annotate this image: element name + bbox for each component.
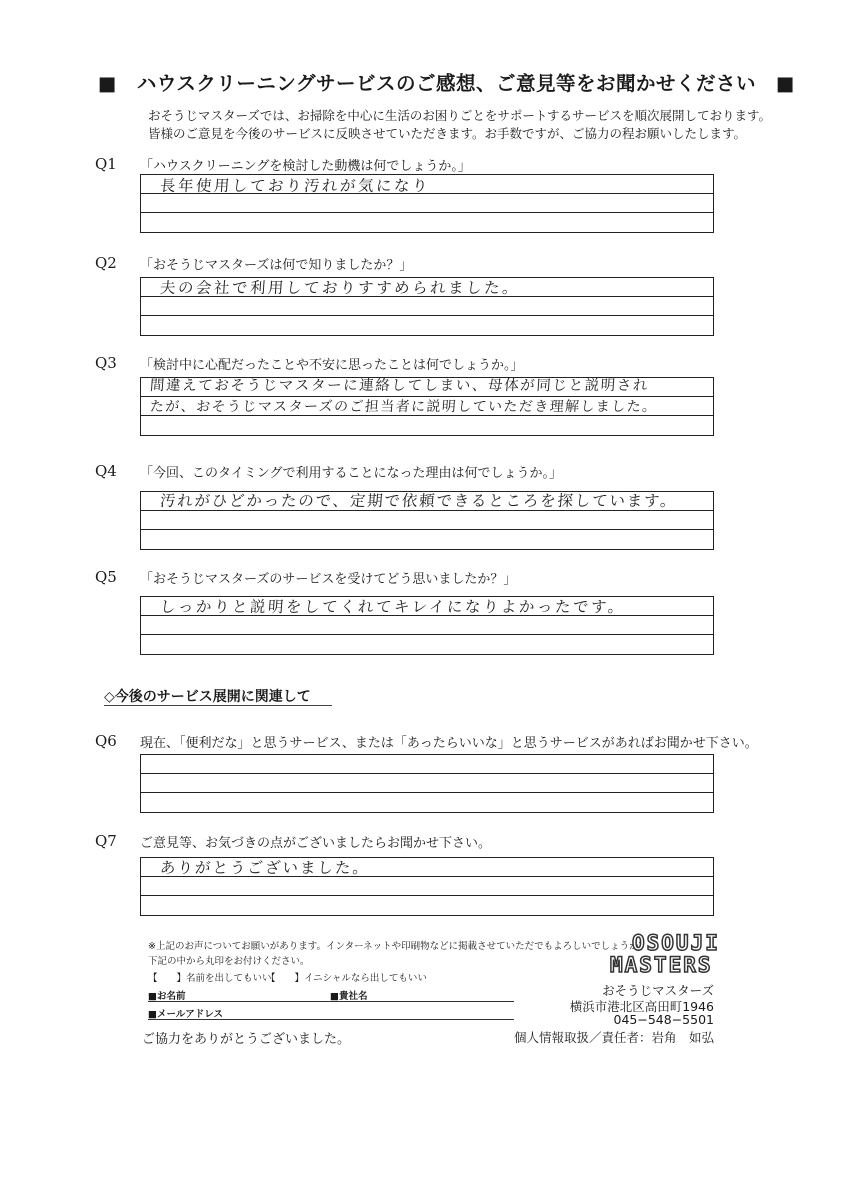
intro-text-1: おそうじマスターズでは、お掃除を中心に生活のお困りごとをサポートするサービスを順次展開しております。 xyxy=(148,108,772,123)
q1-answer-line-1: 長年使用しており汚れが気になり xyxy=(159,177,431,195)
q7-text: ご意見等、お気づきの点がございましたらお聞かせ下さい。 xyxy=(140,836,492,851)
name-label: ■お名前 xyxy=(148,991,186,1002)
q4-text: 「今回、このタイミングで利用することになった理由は何でしょうか。」 xyxy=(140,466,562,481)
logo-line-2: MASTERS xyxy=(610,953,713,977)
section-underline xyxy=(104,705,332,706)
consent-option-initial[interactable]: 【 】イニシャルなら出してもいい xyxy=(266,973,427,984)
q5-number: Q5 xyxy=(95,568,117,586)
q3-text: 「検討中に心配だったことや不安に思ったことは何でしょうか。」 xyxy=(140,358,524,373)
name-company-field[interactable] xyxy=(148,1001,514,1002)
intro-text-2: 皆様のご意見を今後のサービスに反映させていただきます。お手数ですが、ご協力の程お願いしたします。 xyxy=(148,126,747,141)
logo-line-1: OSOUJI xyxy=(632,931,720,955)
q1-number: Q1 xyxy=(95,155,117,173)
section-title: ◇今後のサービス展開に関連して xyxy=(104,689,311,705)
email-field[interactable] xyxy=(148,1019,514,1020)
company-name: おそうじマスターズ xyxy=(602,983,714,998)
q2-answer-line-1: 夫の会社で利用しておりすすめられました。 xyxy=(159,279,521,297)
q5-answer-line-1: しっかりと説明をしてくれてキレイになりよかったです。 xyxy=(159,598,627,616)
q7-number: Q7 xyxy=(95,832,117,850)
consent-note-1: ※上記のお声についてお願いがあります。インターネットや印刷物などに掲載させていただでもよろしいでしょうか？ xyxy=(148,941,649,952)
q2-number: Q2 xyxy=(95,254,117,272)
email-label: ■メールアドレス xyxy=(148,1009,224,1020)
consent-note-2: 下記の中から丸印をお付けください。 xyxy=(148,956,310,967)
privacy-officer: 個人情報取扱／責任者：岩角 如弘 xyxy=(513,1030,714,1045)
q4-answer-line-1: 汚れがひどかったので、定期で依頼できるところを探しています。 xyxy=(159,492,679,510)
q5-text: 「おそうじマスターズのサービスを受けてどう思いましたか？」 xyxy=(140,572,517,587)
q2-text: 「おそうじマスターズは何で知りましたか？」 xyxy=(140,258,413,273)
company-address: 横浜市港北区高田町1946 xyxy=(569,999,714,1014)
q6-answer-box[interactable] xyxy=(140,754,714,813)
page-title: ■ ハウスクリーニングサービスのご感想、ご意見等をお聞かせください ■ xyxy=(98,72,795,95)
q6-number: Q6 xyxy=(95,732,117,750)
q3-number: Q3 xyxy=(95,354,117,372)
q3-answer-line-2: たが、おそうじマスターズのご担当者に説明していただき理解しました。 xyxy=(149,399,658,415)
company-logo xyxy=(610,932,720,978)
thanks-text: ご協力をありがとうございました。 xyxy=(142,1032,351,1047)
company-phone: 045−548−5501 xyxy=(613,1012,714,1027)
company-label: ■貴社名 xyxy=(330,991,368,1002)
q7-answer-line-1: ありがとうございました。 xyxy=(159,859,371,877)
q6-text: 現在、「便利だな」と思うサービス、または「あったらいいな」と思うサービスがあればお聞かせ下さい。 xyxy=(140,736,758,751)
q3-answer-line-1: 間違えておそうじマスターに連絡してしまい、母体が同じと説明され xyxy=(149,378,650,394)
consent-option-name[interactable]: 【 】名前を出してもいい xyxy=(148,973,272,984)
q1-text: 「ハウスクリーニングを検討した動機は何でしょうか。」 xyxy=(140,159,471,174)
q4-number: Q4 xyxy=(95,462,117,480)
